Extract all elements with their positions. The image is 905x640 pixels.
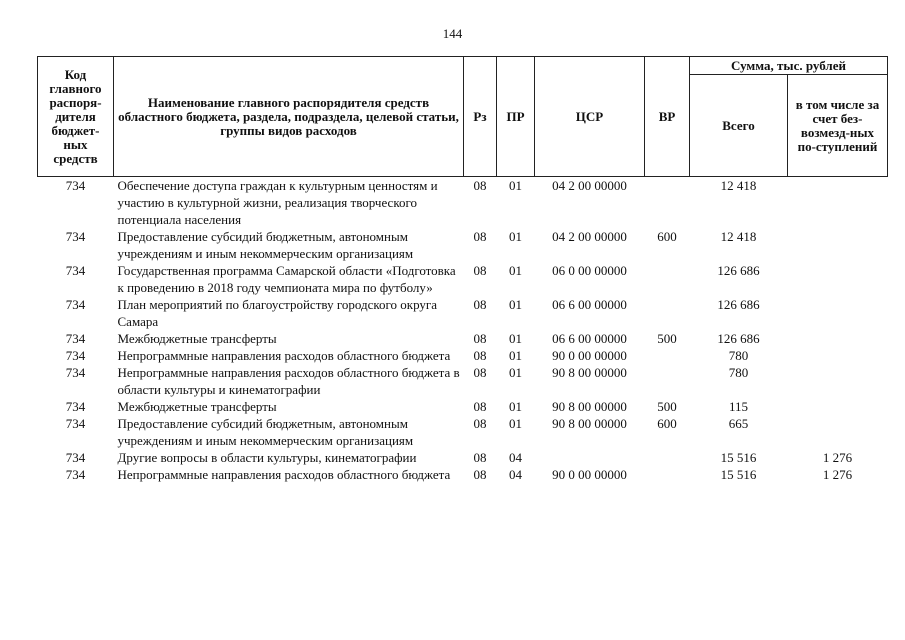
col-header-sum-group: Сумма, тыс. рублей xyxy=(690,57,888,75)
cell-code: 734 xyxy=(65,297,86,312)
table-row xyxy=(38,228,888,262)
cell-total: 126 686 xyxy=(717,331,760,346)
cell-name: Другие вопросы в области культуры, кинематографии xyxy=(117,450,417,465)
col-header-pr: ПР xyxy=(497,57,535,177)
cell-incl xyxy=(788,415,888,449)
cell-vr xyxy=(645,449,690,466)
col-header-incl: в том числе за счет без-возмезд-ных по-ступлений xyxy=(788,75,888,177)
table-row xyxy=(38,398,888,415)
cell-csr: 04 2 00 00000 xyxy=(552,229,627,244)
cell-incl xyxy=(788,228,888,262)
cell-pr: 01 xyxy=(509,348,522,363)
budget-table xyxy=(37,56,888,483)
cell-code: 734 xyxy=(65,416,86,431)
cell-rz: 08 xyxy=(473,263,487,278)
cell-rz: 08 xyxy=(473,331,487,346)
budget-table-container xyxy=(37,56,887,483)
cell-name: План мероприятий по благоустройству городского округа Самара xyxy=(117,297,437,329)
cell-code: 734 xyxy=(65,229,86,244)
cell-name: Непрограммные направления расходов областного бюджета в области культуры и кинематографии xyxy=(117,365,460,397)
cell-code: 734 xyxy=(65,450,86,465)
cell-vr xyxy=(645,364,690,398)
cell-incl xyxy=(788,177,888,229)
cell-vr: 500 xyxy=(657,331,677,346)
cell-code: 734 xyxy=(65,365,86,380)
cell-code: 734 xyxy=(65,348,86,363)
cell-rz: 08 xyxy=(473,229,487,244)
cell-code: 734 xyxy=(65,399,86,414)
cell-code: 734 xyxy=(65,178,86,193)
cell-name: Предоставление субсидий бюджетным, автономным учреждениям и иным некоммерческим организациям xyxy=(117,229,414,261)
cell-vr xyxy=(645,262,690,296)
cell-incl xyxy=(788,398,888,415)
cell-csr: 06 6 00 00000 xyxy=(552,331,627,346)
cell-pr: 01 xyxy=(509,178,522,193)
cell-code: 734 xyxy=(65,467,86,482)
cell-name: Непрограммные направления расходов областного бюджета xyxy=(117,348,451,363)
col-header-code: Код главного распоря-дителя бюджет-ных средств xyxy=(38,57,114,177)
cell-total: 126 686 xyxy=(717,297,760,312)
table-row xyxy=(38,364,888,398)
cell-vr xyxy=(645,177,690,229)
cell-code: 734 xyxy=(65,263,86,278)
cell-csr: 90 8 00 00000 xyxy=(552,365,627,380)
cell-rz: 08 xyxy=(473,399,487,414)
cell-incl: 1 276 xyxy=(822,467,853,482)
cell-pr: 01 xyxy=(509,416,522,431)
table-row xyxy=(38,449,888,466)
cell-name: Обеспечение доступа граждан к культурным ценностям и участию в культурной жизни, реализация творческого потенциала населения xyxy=(117,178,438,227)
cell-total: 780 xyxy=(728,365,749,380)
cell-rz: 08 xyxy=(473,450,487,465)
table-row xyxy=(38,330,888,347)
table-header xyxy=(38,57,888,177)
cell-rz: 08 xyxy=(473,416,487,431)
cell-pr: 01 xyxy=(509,365,522,380)
cell-rz: 08 xyxy=(473,178,487,193)
cell-vr: 500 xyxy=(657,399,677,414)
cell-pr: 04 xyxy=(509,450,522,465)
cell-csr: 06 0 00 00000 xyxy=(552,263,627,278)
cell-csr: 06 6 00 00000 xyxy=(552,297,627,312)
cell-csr xyxy=(535,449,645,466)
cell-name: Непрограммные направления расходов областного бюджета xyxy=(117,467,451,482)
table-row xyxy=(38,466,888,483)
cell-pr: 01 xyxy=(509,229,522,244)
table-row xyxy=(38,262,888,296)
cell-code: 734 xyxy=(65,331,86,346)
cell-pr: 01 xyxy=(509,297,522,312)
cell-incl xyxy=(788,347,888,364)
cell-vr: 600 xyxy=(657,229,677,244)
table-row xyxy=(38,177,888,229)
cell-incl xyxy=(788,296,888,330)
cell-vr: 600 xyxy=(657,416,677,431)
cell-name: Межбюджетные трансферты xyxy=(117,399,277,414)
cell-vr xyxy=(645,347,690,364)
cell-name: Межбюджетные трансферты xyxy=(117,331,277,346)
cell-csr: 90 8 00 00000 xyxy=(552,416,627,431)
col-header-rz: Рз xyxy=(464,57,497,177)
cell-csr: 04 2 00 00000 xyxy=(552,178,627,193)
cell-total: 15 516 xyxy=(720,450,757,465)
cell-vr xyxy=(645,466,690,483)
cell-pr: 04 xyxy=(509,467,522,482)
cell-total: 12 418 xyxy=(720,178,757,193)
table-body xyxy=(38,177,888,484)
cell-incl xyxy=(788,364,888,398)
cell-total: 15 516 xyxy=(720,467,757,482)
cell-vr xyxy=(645,296,690,330)
cell-incl xyxy=(788,262,888,296)
cell-total: 126 686 xyxy=(717,263,760,278)
cell-total: 12 418 xyxy=(720,229,757,244)
cell-name: Предоставление субсидий бюджетным, автономным учреждениям и иным некоммерческим организациям xyxy=(117,416,414,448)
col-header-csr: ЦСР xyxy=(535,57,645,177)
cell-csr: 90 0 00 00000 xyxy=(552,348,627,363)
col-header-vr: ВР xyxy=(645,57,690,177)
col-header-name: Наименование главного распорядителя средств областного бюджета, раздела, подраздела, целевой статьи, группы видов расходов xyxy=(114,57,464,177)
cell-total: 115 xyxy=(728,399,749,414)
cell-pr: 01 xyxy=(509,399,522,414)
cell-incl: 1 276 xyxy=(822,450,853,465)
cell-total: 780 xyxy=(728,348,749,363)
cell-csr: 90 8 00 00000 xyxy=(552,399,627,414)
cell-pr: 01 xyxy=(509,331,522,346)
table-row xyxy=(38,347,888,364)
table-row xyxy=(38,296,888,330)
table-row xyxy=(38,415,888,449)
cell-total: 665 xyxy=(728,416,749,431)
page-number: 144 xyxy=(442,26,463,41)
cell-rz: 08 xyxy=(473,467,487,482)
col-header-total: Всего xyxy=(690,75,788,177)
cell-rz: 08 xyxy=(473,365,487,380)
cell-rz: 08 xyxy=(473,348,487,363)
cell-pr: 01 xyxy=(509,263,522,278)
cell-incl xyxy=(788,330,888,347)
cell-name: Государственная программа Самарской области «Подготовка к проведению в 2018 году чемпионата мира по футболу» xyxy=(117,263,456,295)
cell-rz: 08 xyxy=(473,297,487,312)
cell-csr: 90 0 00 00000 xyxy=(552,467,627,482)
